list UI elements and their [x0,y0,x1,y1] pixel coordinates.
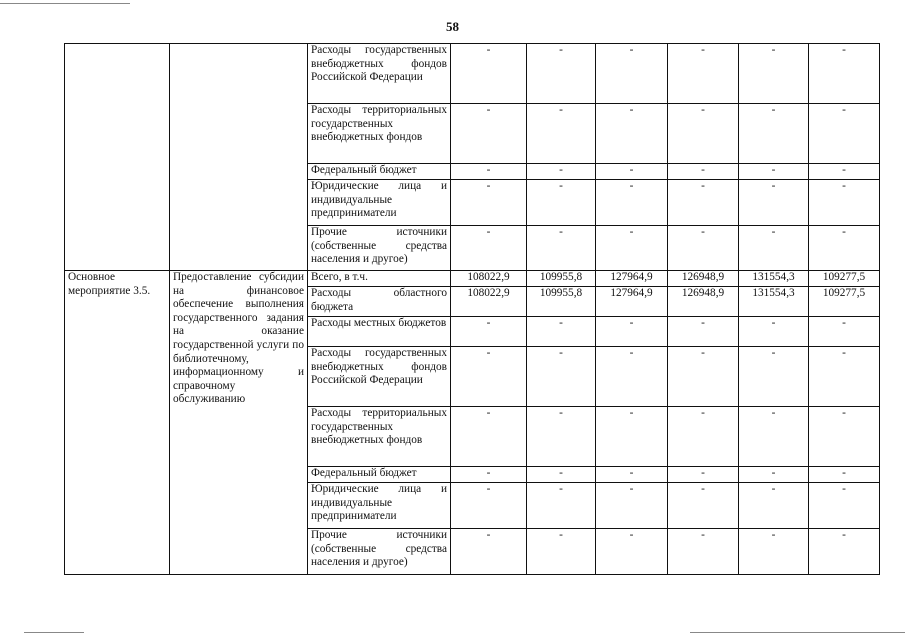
table-row [65,271,880,287]
value-cell: - [451,104,527,164]
value-cell: - [451,164,527,180]
value-cell: - [596,407,668,467]
scan-mark-bottom-right [690,632,905,633]
measure-name-cell-continued [65,44,170,271]
value-cell: - [451,347,527,407]
value-cell: 109277,5 [809,271,880,287]
scan-mark-top-left [0,3,130,4]
value-cell: - [668,164,739,180]
value-cell: - [527,226,596,271]
value-cell: - [527,180,596,226]
event-cell-continued [170,44,308,271]
value-cell: - [739,44,809,104]
source-cell [308,180,451,226]
source-cell [308,483,451,529]
value-cell: 126948,9 [668,287,739,317]
source-label: Всего, в т.ч. [311,271,368,283]
source-cell [308,529,451,575]
value-cell: - [809,317,880,347]
source-label: Прочие источники (собственные средства населения и другое) [311,226,447,266]
value-cell: - [739,483,809,529]
value-cell: - [809,467,880,483]
value-cell: - [596,529,668,575]
value-cell: - [527,407,596,467]
source-label: Расходы областного бюджета [311,287,447,313]
value-cell: - [668,104,739,164]
source-cell [308,226,451,271]
value-cell: - [809,104,880,164]
source-cell [308,347,451,407]
value-cell: - [451,317,527,347]
value-cell: - [809,226,880,271]
value-cell: - [668,347,739,407]
budget-table [64,43,880,575]
value-cell: - [596,317,668,347]
value-cell: - [668,44,739,104]
value-cell: 109955,8 [527,271,596,287]
scan-mark-bottom-left [24,632,84,633]
value-cell: - [527,44,596,104]
value-cell: 108022,9 [451,271,527,287]
value-cell: - [596,44,668,104]
value-cell: - [596,347,668,407]
value-cell: - [451,483,527,529]
value-cell: - [451,44,527,104]
source-label: Расходы государственных внебюджетных фондов Российской Федерации [311,44,447,84]
value-cell: - [809,483,880,529]
source-label: Расходы государственных внебюджетных фондов Российской Федерации [311,347,447,387]
source-cell [308,287,451,317]
value-cell: - [527,483,596,529]
source-cell [308,44,451,104]
source-label: Расходы местных бюджетов [311,317,447,329]
value-cell: - [596,180,668,226]
value-cell: - [596,104,668,164]
value-cell: - [809,44,880,104]
value-cell: - [809,164,880,180]
measure-3-5-rows [65,271,880,575]
value-cell: - [739,226,809,271]
value-cell: - [596,164,668,180]
source-cell [308,164,451,180]
value-cell: - [809,529,880,575]
value-cell: - [451,407,527,467]
value-cell: - [451,529,527,575]
value-cell: - [739,317,809,347]
value-cell: - [596,483,668,529]
value-cell: 126948,9 [668,271,739,287]
value-cell: - [809,407,880,467]
source-label: Юридические лица и индивидуальные предприниматели [311,483,447,523]
value-cell: - [668,529,739,575]
value-cell: - [451,467,527,483]
value-cell: - [668,317,739,347]
value-cell: - [596,226,668,271]
value-cell: - [451,226,527,271]
value-cell: - [739,407,809,467]
table-row [65,44,880,104]
source-label: Прочие источники (собственные средства населения и другое) [311,529,447,569]
value-cell: - [527,529,596,575]
value-cell: - [668,226,739,271]
measure-name-cell: Основное мероприятие 3.5. [65,271,170,575]
source-cell [308,271,451,287]
source-label: Расходы территориальных государственных внебюджетных фондов [311,104,447,144]
value-cell: 131554,3 [739,287,809,317]
value-cell: - [527,104,596,164]
page-number: 58 [446,19,459,34]
value-cell: - [668,483,739,529]
value-cell: - [809,347,880,407]
source-label: Федеральный бюджет [311,164,417,176]
value-cell: 108022,9 [451,287,527,317]
source-cell [308,317,451,347]
source-label: Расходы территориальных государственных внебюджетных фондов [311,407,447,447]
value-cell: - [527,164,596,180]
value-cell: - [739,529,809,575]
value-cell: - [527,467,596,483]
value-cell: - [596,467,668,483]
value-cell: - [527,317,596,347]
value-cell: - [739,347,809,407]
value-cell: 131554,3 [739,271,809,287]
value-cell: 127964,9 [596,271,668,287]
value-cell: - [739,180,809,226]
continued-rows [65,44,880,271]
source-cell [308,467,451,483]
value-cell: - [668,467,739,483]
source-label: Федеральный бюджет [311,467,417,479]
value-cell: - [739,164,809,180]
source-cell [308,104,451,164]
value-cell: - [739,104,809,164]
value-cell: - [668,407,739,467]
value-cell: 109277,5 [809,287,880,317]
value-cell: - [527,347,596,407]
source-label: Юридические лица и индивидуальные предприниматели [311,180,447,220]
value-cell: 109955,8 [527,287,596,317]
value-cell: - [451,180,527,226]
value-cell: - [809,180,880,226]
source-cell [308,407,451,467]
event-description-cell: Предоставление субсидии на финансовое обеспечение выполнения государственного задания на оказание государственной услуги по библиотечному, информационному и справочному обслуживанию [170,271,308,575]
value-cell: - [739,467,809,483]
value-cell: - [668,180,739,226]
value-cell: 127964,9 [596,287,668,317]
